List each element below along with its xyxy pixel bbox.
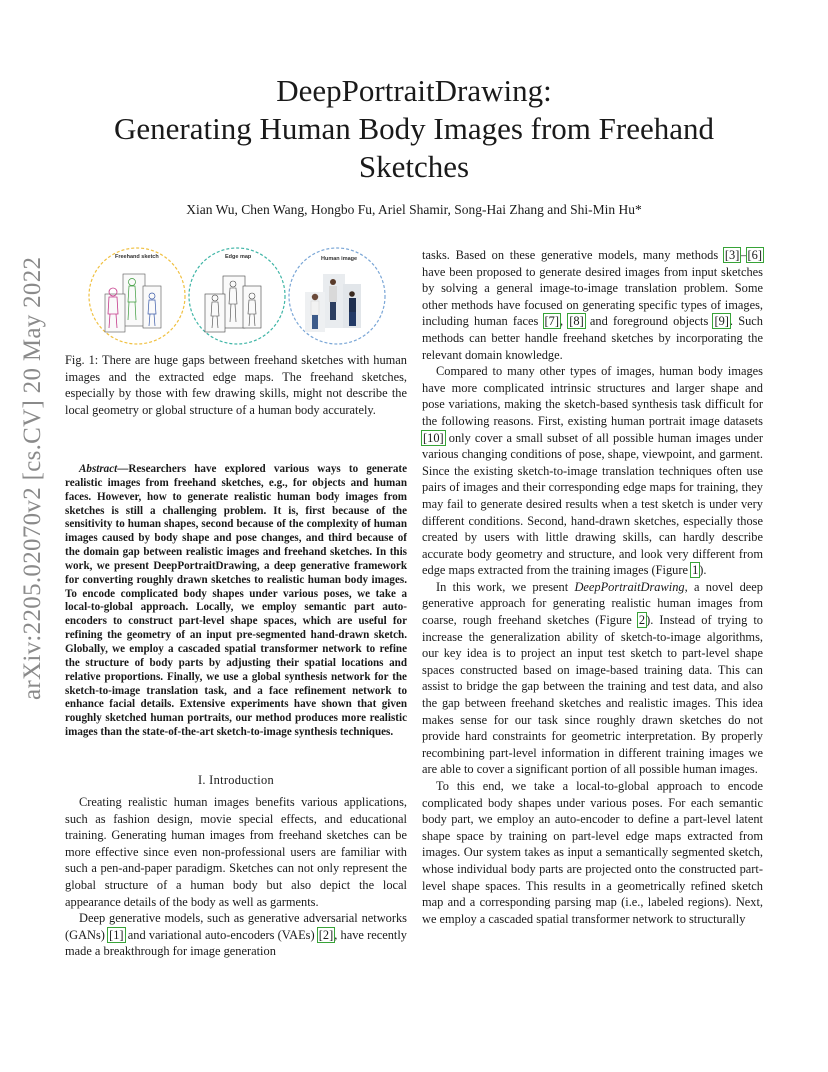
figure-ref-1[interactable]: 1	[692, 563, 699, 578]
right-paragraph-4: To this end, we take a local-to-global approach to encode complicated body shapes under various poses. For each semantic body part, we employ an auto-encoder to define a part-level latent shape space by training on part-level edge maps extracted from images. Our system takes as input a semantically segmented sketch, whose individual body parts are projected onto the constructed part-level shape spaces. This results in a geometrically refined sketch map and a corresponding parsing map (i.e., labeled regions). Next, we employ a cascaded spatial transformer network to structurally	[422, 779, 763, 926]
citation-2[interactable]: [2]	[318, 927, 334, 942]
author-list: Xian Wu, Chen Wang, Hongbo Fu, Ariel Shamir, Song-Hai Zhang and Shi-Min Hu*	[186, 202, 642, 217]
right-paragraph-1: tasks. Based on these generative models, many methods [3]–[6] have been proposed to generate desired images from input sketches by solving a general image-to-image translation problem. Some other methods have focused on generating specific types of images, including human faces [7], [8] and foreground objects [9]. Such methods can better handle freehand sketches by incorporating the relevant domain knowledge.	[422, 248, 763, 362]
citation-10[interactable]: [10]	[423, 430, 444, 445]
abstract	[65, 463, 407, 740]
intro-left-column	[65, 794, 407, 960]
figure-1-caption: Fig. 1: There are huge gaps between freehand sketches with human images and the extracted edge maps. The freehand sketches, especially by those with few drawing skills, might not describe the local geometry or global structure of a human body accurately.	[65, 353, 407, 417]
abstract-text: —Researchers have explored various ways to generate realistic images from freehand sketches, e.g., for objects and human faces. However, how to generate realistic human body images from sketches is still a challenging problem. It is, first because of the sensitivity to human shapes, second because of the complexity of human images caused by body shape and pose changes, and third because of the domain gap between realistic images and freehand sketches. In this work, we present DeepPortraitDrawing, a deep generative framework for converting roughly drawn sketches to realistic human body images. To encode complicated body shapes under various poses, we take a local-to-global approach. Locally, we employ semantic part auto-encoders to construct part-level shape spaces, which are useful for refining the geometry of an input pre-segmented hand-drawn sketch. Globally, we employ a cascaded spatial transformer network to refine the structure of body parts by adjusting their spatial locations and relative proportions. Finally, we use a global synthesis network for the sketch-to-image translation task, and a face refinement network to enhance facial details. Extensive experiments have shown that given roughly sketched human portraits, our method produces more realistic images than the state-of-the-art sketch-to-image synthesis techniques.	[65, 463, 407, 739]
right-paragraph-3: In this work, we present DeepPortraitDrawing, a novel deep generative approach for generating realistic human images from coarse, rough freehand sketches (Figure 2). Instead of trying to increase the generalization ability of sketch-to-image algorithms, our key idea is to project an input test sketch to part-level shape spaces constructed based on image-based training data. This can assist to bridge the gap between the training and test data, and also the gap between freehand sketches and realistic images. This idea makes sense for our task since roughly drawn sketches do not provide hard constraints for geometric interpretation. By properly recombining part-level information in different training images we are able to cover a significant portion of all possible human images.	[422, 579, 763, 777]
section-heading-introduction: I. Introduction	[197, 773, 275, 787]
title-line-2: Generating Human Body Images from Freehand	[113, 111, 715, 146]
intro-paragraph-2: Deep generative models, such as generative adversarial networks (GANs) [1] and variational auto-encoders (VAEs) [2], have recently made a breakthrough for image generation	[65, 911, 407, 959]
figure-1-illustration	[65, 246, 407, 346]
citation-1[interactable]: [1]	[109, 927, 124, 942]
right-paragraph-2: Compared to many other types of images, human body images have more complicated intrinsic structures and larger shape and pose variations, making the sketch-based synthesis task difficult for the following reasons. First, existing human portrait image datasets [10] only cover a small subset of all possible human images under various changing conditions of pose, shape, viewpoint, and garment. Since the existing sketch-to-image translation techniques often use pairs of images and their corresponding edge maps for training, they may fail to generate desired results when a test sketch is under very different conditions. Second, hand-drawn sketches, especially those created by users with little drawing skills, can hardly describe accurate body geometry and structure, and look very different from edge maps extracted from the training images (Figure 1).	[422, 364, 763, 578]
label-freehand-sketch: Freehand sketch	[115, 254, 159, 260]
citation-6[interactable]: [6]	[747, 248, 762, 262]
title-line-3: Sketches	[358, 149, 470, 184]
paper-title	[60, 72, 768, 186]
arxiv-stamp: arXiv:2205.02070v2 [cs.CV] 20 May 2022	[19, 256, 46, 700]
intro-paragraph-1: Creating realistic human images benefits various applications, such as fashion design, movie special effects, and educational training. Generating human images from freehand sketches can be more effective since even non-professional users are familiar with such a pen-and-paper paradigm. Sketches can not only represent the global structure of a human body but also depict the local appearance details of the body as well as garments.	[65, 795, 407, 909]
citation-8[interactable]: [8]	[569, 314, 584, 329]
right-column	[422, 247, 763, 927]
citation-3[interactable]: [3]	[724, 248, 740, 262]
label-edge-map: Edge map	[225, 254, 252, 260]
label-human-image: Human image	[321, 256, 358, 262]
abstract-label: Abstract	[79, 463, 118, 475]
method-name: DeepPortraitDrawing	[574, 579, 685, 594]
figure-1	[65, 246, 407, 346]
figure-ref-2[interactable]: 2	[638, 613, 646, 628]
citation-7[interactable]: [7]	[544, 314, 559, 329]
citation-9[interactable]: [9]	[714, 314, 729, 329]
title-line-1: DeepPortraitDrawing:	[276, 73, 552, 108]
